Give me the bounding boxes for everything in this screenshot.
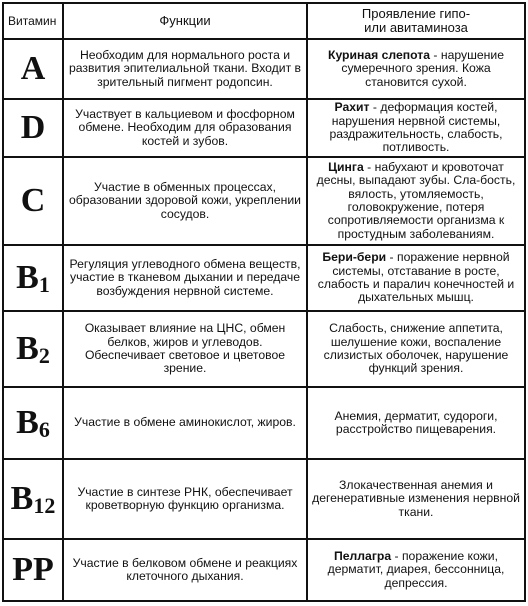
table-row	[3, 311, 525, 387]
vitamin-name	[3, 245, 63, 311]
table-row	[3, 539, 525, 601]
deficiency-description: - поражение нервной системы, отставание в росте, слабость и паралич конечностей и дыхательных мышц.	[317, 250, 515, 305]
header-vitamin: Витамин	[3, 3, 63, 39]
vitamin-letter: B	[16, 403, 39, 441]
header-manifestation	[307, 3, 525, 39]
vitamin-subscript: 12	[33, 492, 56, 518]
vitamin-function: Участие в синтезе РНК, обеспечивает кроветворную функцию организма.	[63, 459, 307, 539]
vitamin-subscript: 2	[38, 342, 50, 368]
vitamin-function: Оказывает влияние на ЦНС, обмен белков, жиров и углеводов. Обеспечивает световое и цветовое зрение.	[63, 311, 307, 387]
vitamin-deficiency	[307, 539, 525, 601]
vitamin-function: Участие в обменных процессах, образовании здоровой кожи, укреплении сосудов.	[63, 157, 307, 245]
vitamin-letter: B	[10, 479, 34, 517]
vitamin-deficiency	[307, 157, 525, 245]
table-row	[3, 245, 525, 311]
vitamin-deficiency	[307, 39, 525, 99]
header-functions: Функции	[63, 3, 307, 39]
table-row	[3, 39, 525, 99]
vitamin-name	[3, 157, 63, 245]
vitamin-function: Необходим для нормального роста и развития эпителиальной ткани. Входит в зрительный пигмент родопсин.	[63, 39, 307, 99]
table-row	[3, 459, 525, 539]
vitamin-name	[3, 459, 63, 539]
vitamin-subscript: 6	[38, 416, 50, 442]
vitamin-name	[3, 539, 63, 601]
vitamin-deficiency	[307, 311, 525, 387]
vitamin-deficiency	[307, 99, 525, 157]
vitamin-subscript: 1	[38, 271, 50, 297]
vitamin-letter: PP	[12, 550, 54, 588]
deficiency-description: Злокачественная анемия и дегенеративные изменения нервной ткани.	[312, 477, 520, 519]
deficiency-description: - деформация костей, нарушения нервной системы, раздражительность, слабость, потливость.	[329, 100, 503, 155]
vitamin-letter: A	[20, 49, 46, 87]
disease-name: Пеллагра	[334, 548, 392, 563]
deficiency-description: - поражение кожи, дерматит, диарея, бессонница, депрессия.	[327, 548, 505, 590]
vitamin-deficiency	[307, 245, 525, 311]
vitamin-function: Участие в обмене аминокислот, жиров.	[63, 387, 307, 459]
vitamin-table-sheet	[2, 2, 526, 602]
vitamin-letter: C	[20, 181, 46, 219]
vitamin-function: Участвует в кальциевом и фосфорном обмене. Необходим для образования костей и зубов.	[63, 99, 307, 157]
vitamin-deficiency	[307, 459, 525, 539]
disease-name: Бери-бери	[322, 250, 387, 265]
header-manifestation-line1: Проявление гипо-	[361, 6, 471, 21]
vitamin-table	[2, 2, 526, 602]
deficiency-description: Анемия, дерматит, судороги, расстройство пищеварения.	[334, 408, 498, 436]
table-header-row	[3, 3, 525, 39]
vitamin-letter: B	[16, 258, 39, 296]
deficiency-description: - нарушение сумеречного зрения. Кожа становится сухой.	[341, 47, 504, 89]
vitamin-name	[3, 387, 63, 459]
vitamin-name	[3, 99, 63, 157]
header-manifestation-line2: или авитаминоза	[364, 20, 468, 35]
vitamin-name	[3, 311, 63, 387]
vitamin-function: Регуляция углеводного обмена веществ, участие в тканевом дыхании и передаче возбуждения нервной системе.	[63, 245, 307, 311]
vitamin-deficiency	[307, 387, 525, 459]
deficiency-description: - набухают и кровоточат десны, выпадают зубы. Сла-бость, вялость, утомляемость, головокружение, потеря сопротивляемости организма к простудным заболеваниям.	[316, 159, 516, 241]
vitamin-letter: B	[16, 329, 39, 367]
disease-name: Куриная слепота	[328, 47, 431, 62]
table-row	[3, 157, 525, 245]
vitamin-letter: D	[20, 108, 46, 146]
disease-name: Рахит	[334, 100, 370, 115]
deficiency-description: Слабость, снижение аппетита, шелушение кожи, воспаление слизистых оболочек, нарушение функций зрения.	[323, 321, 509, 376]
table-row	[3, 387, 525, 459]
vitamin-function: Участие в белковом обмене и реакциях клеточного дыхания.	[63, 539, 307, 601]
disease-name: Цинга	[328, 159, 364, 174]
table-row	[3, 99, 525, 157]
vitamin-name	[3, 39, 63, 99]
